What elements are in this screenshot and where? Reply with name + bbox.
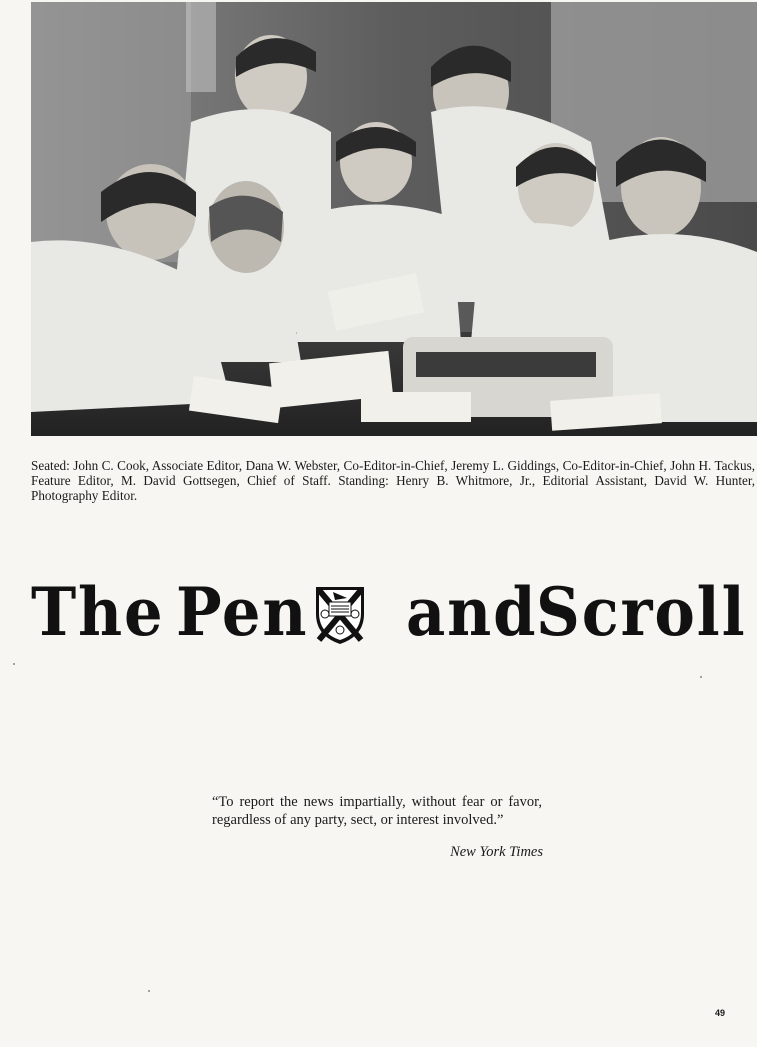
page-title bbox=[31, 572, 747, 652]
photo-caption: Seated: John C. Cook, Associate Editor, Dana W. Webster, Co-Editor-in-Chief, Jeremy L. Giddings, Co-Editor-in-Chief, John H. Tackus, Feature Editor, M. David Gottsegen, Chief of Staff. Standing: Henry B. Whitmore, Jr., Editorial Assistant, David W. Hunter, Photography Editor. bbox=[31, 458, 755, 503]
shield-crest-icon bbox=[313, 584, 367, 646]
group-photo bbox=[31, 2, 757, 436]
page-number: 49 bbox=[715, 1008, 726, 1018]
title-word-and: and bbox=[406, 573, 538, 651]
paper-speck bbox=[13, 663, 15, 665]
quote-text: “To report the news impartially, without fear or favor, regardless of any party, sect, or interest involved.” bbox=[212, 794, 542, 828]
quote-source: New York Times bbox=[450, 844, 543, 860]
paper-speck bbox=[700, 676, 702, 678]
group-photo-icon bbox=[31, 2, 757, 436]
paper-speck bbox=[148, 990, 150, 992]
title-word-pen: Pen bbox=[176, 573, 309, 651]
title-word-the: The bbox=[31, 573, 165, 651]
title-word-scroll: Scroll bbox=[536, 573, 747, 651]
